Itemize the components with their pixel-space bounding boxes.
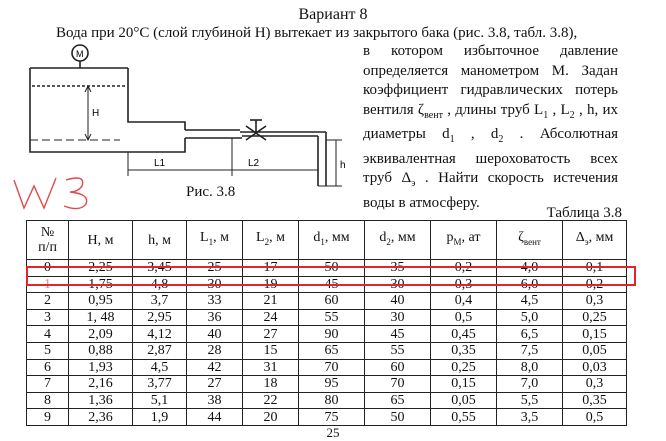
table-cell: 7,0 [497,376,563,393]
table-cell: 4,0 [497,260,563,277]
table-cell: 22 [243,392,299,409]
table-cell: 0,15 [563,326,627,343]
table-cell: 5,5 [497,392,563,409]
table-cell: 3,5 [497,409,563,426]
table-cell: 0,4 [431,293,497,310]
table-cell: 2,16 [69,376,133,393]
row-number-cell: 6 [27,359,69,376]
table-cell: 55 [365,342,431,359]
col-zeta: $\zeta_{вент}$ [497,221,563,260]
table-cell: 95 [299,376,365,393]
table-cell: 6,0 [497,276,563,293]
data-table [26,220,627,426]
table-cell: 25 [187,260,243,277]
table-cell: 5,0 [497,309,563,326]
table-cell: 0,15 [431,376,497,393]
table-cell: 70 [365,376,431,393]
table-cell: 6,5 [497,326,563,343]
tank-outline [30,68,185,152]
table-cell: 2,36 [69,409,133,426]
table-row [27,326,627,343]
col-d2: $d_2$, мм [365,221,431,260]
table-cell: 4,8 [133,276,187,293]
col-h: h, м [133,221,187,260]
table-cell: 31 [243,359,299,376]
col-L1: $L_1$, м [187,221,243,260]
table-cell: 1,75 [69,276,133,293]
row-number-cell: 2 [27,293,69,310]
table-caption: Таблица 3.8 [546,205,622,221]
problem-paragraph: в котором избыточное давление определяется манометром М. Задан коэффициент гидравлических потерь вентиля $\zeta_{вент}$ , длины труб $L_1$ , $L_2$ , h, их диаметры $d_1$ , $d_2$ . Абсолютная эквивалентная шероховатость всех труб $\Delta_э$ . Найти скорость истечения воды в атмосферу. [363,43,619,211]
table-cell: 18 [243,376,299,393]
row-number-cell: 1 [27,276,69,293]
table-cell: 60 [299,293,365,310]
table-cell: 0,95 [69,293,133,310]
table-cell: 21 [243,293,299,310]
table-cell: 38 [187,392,243,409]
table-cell: 65 [299,342,365,359]
col-pM: $p_М$, ат [431,221,497,260]
table-cell: 0,2 [563,276,627,293]
table-row [27,309,627,326]
table-cell: 0,5 [431,309,497,326]
table-cell: 0,3 [431,276,497,293]
table-cell: 20 [243,409,299,426]
table-cell: 70 [299,359,365,376]
table-cell: 15 [243,342,299,359]
table-cell: 2,09 [69,326,133,343]
table-cell: 4,5 [133,359,187,376]
table-cell: 28 [187,342,243,359]
table-cell: 27 [187,376,243,393]
table-row [27,409,627,426]
table-cell: 19 [243,276,299,293]
svg-text:h: h [340,160,346,171]
table-cell: 30 [365,276,431,293]
table-cell: 0,45 [431,326,497,343]
page-number: 25 [326,425,340,440]
table-cell: 0,03 [563,359,627,376]
col-H: H, м [69,221,133,260]
table-cell: 0,35 [563,392,627,409]
row-number-cell: 8 [27,392,69,409]
table-cell: 0,3 [563,293,627,310]
table-row [27,359,627,376]
table-cell: 1, 48 [69,309,133,326]
table-row [27,392,627,409]
svg-text:M: M [76,49,84,59]
table-cell: 24 [243,309,299,326]
table-cell: 2,95 [133,309,187,326]
table-cell: 75 [299,409,365,426]
handwritten-w3 [8,170,108,215]
table-cell: 40 [365,293,431,310]
table-cell: 50 [299,260,365,277]
table-cell: 0,55 [431,409,497,426]
table-cell: 1,36 [69,392,133,409]
svg-text:H: H [92,108,100,119]
table-cell: 3,77 [133,376,187,393]
table-cell: 1,9 [133,409,187,426]
table-cell: 45 [365,326,431,343]
table-cell: 2,25 [69,260,133,277]
table-cell: 3,7 [133,293,187,310]
table-cell: 1,93 [69,359,133,376]
col-delta: $\Delta_э$, мм [563,221,627,260]
table-cell: 0,05 [563,342,627,359]
table-cell: 0,88 [69,342,133,359]
table-row [27,342,627,359]
table-row [27,293,627,310]
table-cell: 7,5 [497,342,563,359]
svg-text:L2: L2 [248,158,260,169]
table-cell: 36 [187,309,243,326]
variant-title: Вариант 8 [298,6,368,23]
col-number: № п/п [27,221,69,260]
intro-line: Вода при 20°С (слой глубиной H) вытекает из закрытого бака (рис. 3.8, табл. 3.8), [56,25,578,41]
table-cell: 33 [187,293,243,310]
table-cell: 0,5 [563,409,627,426]
table-cell: 50 [365,409,431,426]
table-cell: 0,05 [431,392,497,409]
table-cell: 4,5 [497,293,563,310]
row-number-cell: 0 [27,260,69,277]
table-cell: 27 [243,326,299,343]
table-header-row [27,221,627,260]
table-cell: 0,3 [563,376,627,393]
table-cell: 45 [299,276,365,293]
svg-text:L1: L1 [154,158,166,169]
table-cell: 60 [365,359,431,376]
table-cell: 0,25 [563,309,627,326]
table-cell: 80 [299,392,365,409]
table-cell: 8,0 [497,359,563,376]
table-cell: 2,87 [133,342,187,359]
table-cell: 40 [187,326,243,343]
table-cell: 4,12 [133,326,187,343]
table-cell: 30 [365,309,431,326]
table-cell: 0,1 [563,260,627,277]
row-number-cell: 3 [27,309,69,326]
row-number-cell: 5 [27,342,69,359]
table-row [27,376,627,393]
table-cell: 3,45 [133,260,187,277]
table-cell: 0,2 [431,260,497,277]
table-cell: 35 [365,260,431,277]
table-cell: 55 [299,309,365,326]
col-L2: $L_2$, м [243,221,299,260]
table-cell: 30 [187,276,243,293]
tank-right-wall [128,68,185,130]
table-cell: 0,35 [431,342,497,359]
table-cell: 90 [299,326,365,343]
row-number-cell: 9 [27,409,69,426]
row-number-cell: 4 [27,326,69,343]
row-number-cell: 7 [27,376,69,393]
table-cell: 65 [365,392,431,409]
table-cell: 17 [243,260,299,277]
table-cell: 0,25 [431,359,497,376]
table-cell: 42 [187,359,243,376]
row-highlight-box [26,266,636,286]
col-d1: $d_1$, мм [299,221,365,260]
table-cell: 5,1 [133,392,187,409]
figure-caption: Рис. 3.8 [186,184,236,200]
table-cell: 44 [187,409,243,426]
